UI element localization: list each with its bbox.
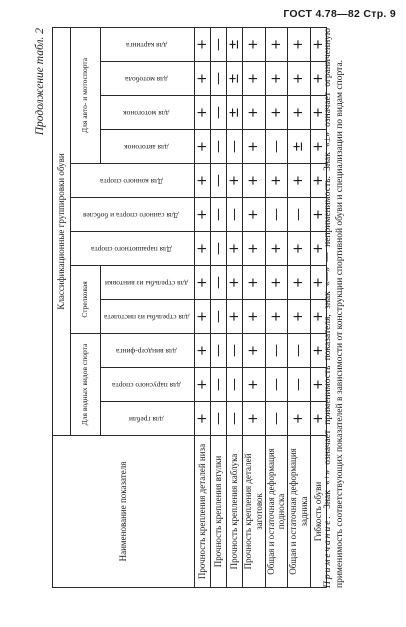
applicability-cell: —: [211, 62, 227, 96]
applicability-cell: +: [265, 62, 288, 96]
applicability-cell: +: [243, 300, 266, 334]
applicability-cell: +: [310, 130, 326, 164]
col-header-label: для картинга: [125, 40, 167, 50]
applicability-cell: +: [243, 266, 266, 300]
applicability-cell: +: [288, 266, 311, 300]
applicability-cell: +: [195, 402, 211, 436]
col-motoball-header: [101, 62, 195, 96]
applicability-cell: +: [195, 130, 211, 164]
applicability-cell: —: [211, 130, 227, 164]
applicability-cell: +: [265, 27, 288, 61]
col-header-label: Для парашютного спорта: [90, 244, 172, 254]
applicability-cell: —: [211, 198, 227, 232]
note-text: Знак «+» означает применимость показателя, знак «—» — неприменимость. Знак «±» означает ограниченную применимость соответствующих показателей в зависимости от конструкции спортивной обуви и специализации по видам спорта.: [323, 27, 346, 588]
applicability-cell: —: [227, 334, 243, 368]
applicability-cell: —: [227, 130, 243, 164]
applicability-cell: —: [288, 198, 311, 232]
applicability-cell: ±: [227, 62, 243, 96]
applicability-cell: +: [243, 96, 266, 130]
col-autoracing-header: [101, 130, 195, 164]
applicability-cell: —: [211, 402, 227, 436]
applicability-cell: —: [265, 402, 288, 436]
table-row: [288, 27, 311, 587]
applicability-cell: +: [310, 334, 326, 368]
indicator-name: Прочность крепления деталей низа: [195, 436, 211, 588]
applicability-cell: +: [310, 27, 326, 61]
applicability-cell: +: [310, 62, 326, 96]
applicability-cell: +: [195, 300, 211, 334]
table-row: [195, 27, 211, 587]
applicability-cell: —: [211, 96, 227, 130]
col-header-label: для виндсер-финга: [115, 346, 177, 356]
applicability-cell: —: [265, 334, 288, 368]
indicator-name: Прочность крепления деталей заготовок: [243, 436, 266, 588]
indicator-name: Общая и остаточная деформация задника: [288, 436, 311, 588]
applicability-cell: —: [265, 368, 288, 402]
col-header-label: Для конного спорта: [99, 176, 163, 186]
applicability-cell: —: [265, 130, 288, 164]
col-pistol-header: [101, 300, 195, 334]
applicability-cell: +: [288, 96, 311, 130]
indicator-name: Прочность крепления каблука: [227, 436, 243, 588]
applicability-cell: +: [243, 232, 266, 266]
group-auto-moto-header: Для авто- и мотоспорта: [71, 27, 101, 163]
col-motoracing-header: [101, 96, 195, 130]
col-header-label: для парусного спорта: [111, 380, 181, 390]
applicability-cell: ±: [227, 27, 243, 61]
applicability-cell: +: [195, 164, 211, 198]
applicability-cell: —: [211, 334, 227, 368]
applicability-cell: +: [243, 402, 266, 436]
applicability-cell: +: [288, 232, 311, 266]
applicability-cell: +: [288, 62, 311, 96]
applicability-cell: +: [265, 232, 288, 266]
indicator-name-header: Наименование показателя: [53, 436, 195, 588]
applicability-cell: +: [310, 402, 326, 436]
col-karting-header: [101, 27, 195, 61]
applicability-cell: +: [195, 198, 211, 232]
applicability-cell: —: [211, 266, 227, 300]
applicability-cell: —: [227, 368, 243, 402]
applicability-cell: —: [211, 27, 227, 61]
col-sailing-header: [101, 368, 195, 402]
applicability-cell: +: [195, 62, 211, 96]
applicability-cell: —: [288, 368, 311, 402]
applicability-cell: +: [243, 130, 266, 164]
applicability-cell: +: [195, 266, 211, 300]
applicability-cell: +: [310, 232, 326, 266]
applicability-cell: +: [265, 266, 288, 300]
applicability-cell: —: [288, 334, 311, 368]
applicability-cell: +: [195, 27, 211, 61]
col-header-label: Для санного спорта и бобслея: [83, 210, 180, 220]
col-header-label: для гребли: [128, 414, 164, 424]
classification-table: [52, 27, 327, 588]
col-equestrian-header: [71, 164, 195, 198]
applicability-cell: —: [211, 368, 227, 402]
applicability-cell: +: [227, 300, 243, 334]
applicability-cell: —: [211, 164, 227, 198]
applicability-cell: +: [310, 96, 326, 130]
note-label: Примечание.: [323, 514, 333, 588]
applicability-cell: +: [310, 266, 326, 300]
applicability-cell: +: [243, 62, 266, 96]
continuation-label: Продолжение табл. 2: [34, 28, 46, 136]
applicability-cell: +: [310, 198, 326, 232]
table-row: [227, 27, 243, 587]
applicability-cell: —: [265, 198, 288, 232]
applicability-cell: +: [227, 164, 243, 198]
applicability-cell: +: [288, 402, 311, 436]
applicability-cell: +: [265, 300, 288, 334]
page-header: ГОСТ 4.78—82 Стр. 9: [283, 8, 396, 20]
applicability-cell: +: [195, 334, 211, 368]
classification-header: Классификационные группировки обуви: [53, 27, 71, 435]
indicator-name: Общая и остаточная деформация подноска: [265, 436, 288, 588]
group-water-header: Для водных видов спорта: [71, 334, 101, 436]
applicability-cell: —: [211, 232, 227, 266]
col-header-label: для стрельбы из пистолета: [103, 312, 189, 322]
applicability-cell: +: [243, 368, 266, 402]
rotated-content: [30, 28, 385, 588]
applicability-cell: +: [195, 232, 211, 266]
col-parachute-header: [71, 232, 195, 266]
applicability-cell: +: [288, 27, 311, 61]
applicability-cell: +: [265, 96, 288, 130]
col-header-label: для автогонок: [123, 142, 169, 152]
table-body: [195, 27, 327, 587]
applicability-cell: +: [243, 164, 266, 198]
applicability-cell: ±: [227, 96, 243, 130]
applicability-cell: ±: [288, 130, 311, 164]
applicability-cell: +: [310, 368, 326, 402]
col-rifle-header: [101, 266, 195, 300]
applicability-cell: —: [227, 402, 243, 436]
col-header-label: для мотогонок: [123, 108, 170, 118]
applicability-cell: +: [243, 334, 266, 368]
applicability-cell: +: [195, 96, 211, 130]
applicability-cell: +: [310, 164, 326, 198]
applicability-cell: +: [310, 300, 326, 334]
indicator-name: Гибкость обуви: [310, 436, 326, 588]
col-luge-header: [71, 198, 195, 232]
applicability-cell: —: [227, 198, 243, 232]
table-row: [265, 27, 288, 587]
applicability-cell: +: [243, 198, 266, 232]
applicability-cell: +: [288, 164, 311, 198]
applicability-cell: +: [227, 232, 243, 266]
applicability-cell: +: [227, 266, 243, 300]
applicability-cell: +: [288, 300, 311, 334]
indicator-name: Прочность крепления втулки: [211, 436, 227, 588]
group-shooting-header: Стрелковая: [71, 266, 101, 334]
col-rowing-header: [101, 402, 195, 436]
col-header-label: для мотобола: [124, 74, 168, 84]
table-row: [211, 27, 227, 587]
applicability-cell: +: [195, 368, 211, 402]
applicability-cell: +: [243, 27, 266, 61]
table-row: [243, 27, 266, 587]
col-windsurfing-header: [101, 334, 195, 368]
note: [322, 28, 346, 588]
col-header-label: для стрельбы из винтовки: [104, 278, 188, 288]
applicability-cell: —: [211, 300, 227, 334]
applicability-cell: +: [265, 164, 288, 198]
